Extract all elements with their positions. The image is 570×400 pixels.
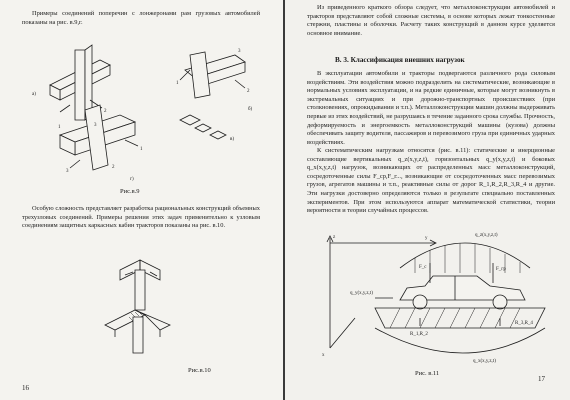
car-outline [400,276,525,309]
q-bottom-label: q_x(x,y,z,t) [473,359,496,364]
figure-11-drawing [315,228,565,368]
fig9-sublabel-c: в) [230,137,235,142]
load-arc-bottom [375,328,545,353]
z-axis-label: z [333,235,336,240]
y-axis-label: y [425,236,428,241]
section-heading: В. 3. Классификация внешних нагрузок [335,56,465,64]
fig10-bottom-joint [105,310,170,353]
left-page-number: 16 [22,384,29,392]
figure-10-caption: Рис.в.10 [188,367,211,374]
fig9-part-8: 1 [140,147,143,152]
right-intro-text: Из приведенного краткого обзора следует, что металлоконструкции автомобилей и тракторов представляют собой сложные системы, в основе которых лежат тонкостенные стержни, пластины и оболочки. Расчету таких конструкций в данном курсе уделяется основное внимание. [307,4,555,37]
fig9-part-2: 2 [104,109,107,114]
figure-10-drawing [95,245,255,355]
f-right-label: F_гр [496,267,506,272]
right-intro-paragraph [307,4,555,38]
fig9-c [180,115,226,139]
figure-9-caption: Рис.в.9 [120,188,140,195]
x-axis [330,318,355,348]
right-paragraph-2 [307,147,555,216]
right-page [285,0,570,400]
fig9-part-6: 3 [238,49,241,54]
fig9-sublabel-a: а) [32,92,36,97]
right-page-number: 17 [538,375,545,383]
right-paragraph-1 [307,70,555,147]
road-hatch [390,308,520,328]
fig9-sublabel-d: г) [130,177,134,182]
fig9-sublabel-b: б) [248,107,253,112]
r-front-label: R_3,R_4 [515,321,533,326]
fig9-part-7: 3 [66,169,69,174]
fig9-part-3: 3 [94,123,97,128]
fig10-top-joint [120,260,160,310]
left-intro-text: Примеры соединений поперечин с лонжеронами рам грузовых автомобилей показаны на рис. в.9,г. [22,10,260,26]
fig9-a [50,45,110,120]
left-paragraph-2 [22,205,260,231]
fig9-part-9: 2 [112,165,115,170]
figure-9-drawing [30,40,270,190]
x-axis-label: x [322,353,325,358]
f-left-label: F_c [419,265,427,270]
fig9-b [180,52,245,98]
fig9-d [60,105,138,170]
right-paragraph-1-text: В эксплуатации автомобили и тракторы подвергаются различного рода силовым воздействиям. Эти воздействия можно подразделить на систематические, возникающие в нормальных условиях эксплуатации, и на редкие единичные, которые могут возникнуть в экстремальных ситуациях и при дорожно-транспортных происшествиях (при столкновениях, опрокидывании и т.п.). Металлоконструкции машин должны выдерживать первые из этих воздействий, не разрушаясь в течение заданного срока службы. Прочность, деформируемость и энергоемкость металлоконструкций машины (кузова) должны обеспечивать защиту водителя, пассажиров и перевозимого груза при единичных ударных воздействиях. [307,70,556,146]
right-paragraph-2-text: К систематическим нагрузкам относятся (рис. в.11): статические и инерционные составляющие вертикальных q_z(x,y,z,t), горизонтальных q_y(x,y,z,t) и боковых q_x(x,y,z,t) нагрузок, возникающих от распределенных масс металлоконструкций, сосредоточенные силы F_сp,F_г..., возникающие от сосредоточенных масс перевозимых грузов, агрегатов машины и т.п., реактивные силы от дорог R_1,R_2,R_3,R_4 и другие. Эти нагрузки достоверно определяются только в результате специально поставленных экспериментов. При этом используются аппарат математической статистики, теории вероятности и теории случайных процессов. [307,147,555,215]
left-paragraph-2-text: Особую сложность представляет разработка рациональных конструкций объемных трехузловых соединений. Примеры решения этих задач применительно к узловым соединениям защитных каркасных кабин тракторов показаны на рис. в.10. [22,205,260,230]
q-left-label: q_y(x,y,z,t) [350,291,373,296]
figure-11-caption: Рис. в.11 [415,370,440,377]
q-top-label: q_z(x,y,z,t) [475,233,498,238]
left-page [0,0,283,400]
fig9-part-5: 2 [247,89,250,94]
fig9-part-4: 1 [176,81,179,86]
left-intro-paragraph [22,10,260,27]
fig9-part-1: 1 [58,125,61,130]
r-rear-label: R_1,R_2 [410,332,428,337]
